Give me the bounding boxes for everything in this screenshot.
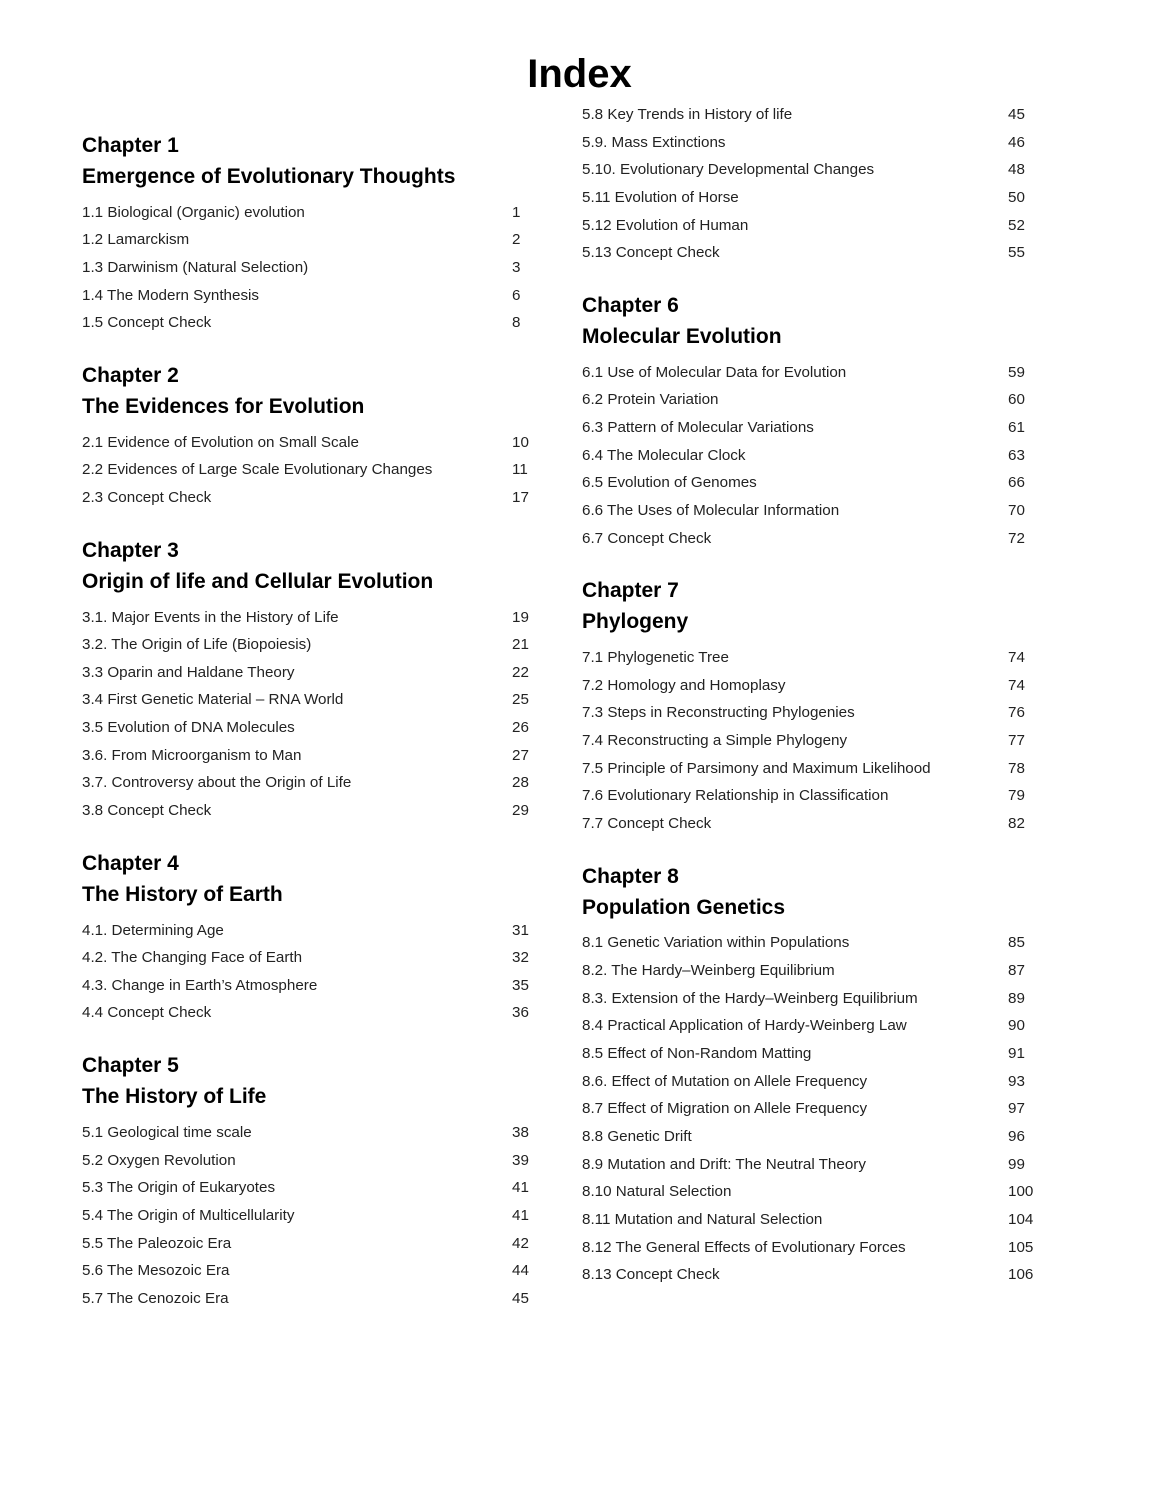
index-entry-page-number: 82 bbox=[1008, 814, 1025, 832]
section-spacer bbox=[582, 552, 1052, 578]
index-entry-label: 8.8 Genetic Drift bbox=[582, 1127, 692, 1145]
index-entry-page-number: 76 bbox=[1008, 704, 1025, 722]
index-entry-label: 7.5 Principle of Parsimony and Maximum Likelihood bbox=[582, 759, 931, 777]
index-entry-page-number: 41 bbox=[512, 1206, 529, 1224]
index-entry-page-number: 45 bbox=[1008, 106, 1025, 123]
index-entry-label: 8.3. Extension of the Hardy–Weinberg Equilibrium bbox=[582, 989, 918, 1007]
index-entry-page-number: 3 bbox=[512, 259, 521, 277]
index-entry-label: 2.3 Concept Check bbox=[82, 489, 212, 507]
index-entry-label: 4.1. Determining Age bbox=[82, 921, 224, 939]
index-entry-label: 7.2 Homology and Homoplasy bbox=[582, 676, 786, 694]
index-entry[interactable] bbox=[582, 672, 1052, 700]
index-entry-page-number: 48 bbox=[1008, 161, 1025, 179]
right-column bbox=[582, 101, 1052, 1312]
chapter-title: Phylogeny bbox=[582, 610, 689, 634]
index-entry-page-number: 66 bbox=[1008, 474, 1025, 492]
index-entry-label: 5.10. Evolutionary Developmental Changes bbox=[582, 161, 875, 179]
index-entry-label: 6.7 Concept Check bbox=[582, 529, 712, 547]
index-entry[interactable] bbox=[582, 525, 1052, 553]
index-entry-page-number: 90 bbox=[1008, 1017, 1025, 1035]
index-entry-label: 8.12 The General Effects of Evolutionary Forces bbox=[582, 1238, 906, 1256]
chapter-title: The Evidences for Evolution bbox=[82, 394, 365, 418]
index-entry[interactable] bbox=[582, 755, 1052, 783]
chapter-number: Chapter 2 bbox=[82, 364, 179, 388]
index-entry[interactable] bbox=[582, 359, 1052, 387]
index-entry-label: 2.1 Evidence of Evolution on Small Scale bbox=[82, 433, 359, 451]
index-entry-page-number: 104 bbox=[1008, 1210, 1034, 1228]
index-entry-label: 6.6 The Uses of Molecular Information bbox=[582, 501, 840, 519]
index-entry-page-number: 11 bbox=[512, 461, 528, 479]
index-entry-label: 3.5 Evolution of DNA Molecules bbox=[82, 719, 295, 737]
index-entry[interactable] bbox=[582, 1206, 1052, 1234]
index-entry-label: 5.13 Concept Check bbox=[582, 244, 720, 262]
chapter-title: Emergence of Evolutionary Thoughts bbox=[82, 164, 456, 188]
index-entry[interactable] bbox=[82, 199, 552, 227]
section-spacer bbox=[82, 1027, 552, 1053]
index-entry[interactable] bbox=[82, 429, 552, 457]
index-entry-page-number: 42 bbox=[512, 1234, 529, 1252]
index-entry-label: 5.2 Oxygen Revolution bbox=[82, 1151, 236, 1169]
index-entry[interactable] bbox=[582, 386, 1052, 414]
index-entry-page-number: 39 bbox=[512, 1151, 529, 1169]
index-entry[interactable] bbox=[582, 1012, 1052, 1040]
chapter-number: Chapter 4 bbox=[82, 851, 179, 875]
index-entry-page-number: 6 bbox=[512, 286, 521, 304]
chapter-block bbox=[82, 1053, 552, 1312]
index-columns bbox=[0, 106, 1159, 1312]
section-spacer bbox=[582, 838, 1052, 864]
index-entry[interactable] bbox=[582, 985, 1052, 1013]
index-entry-page-number: 74 bbox=[1008, 676, 1025, 694]
index-entry[interactable] bbox=[582, 442, 1052, 470]
index-entry[interactable] bbox=[82, 226, 552, 254]
index-entry-label: 1.2 Lamarckism bbox=[82, 231, 190, 249]
index-entry[interactable] bbox=[82, 742, 552, 770]
index-entry-page-number: 77 bbox=[1008, 732, 1025, 749]
index-entry-page-number: 26 bbox=[512, 719, 529, 737]
index-entry-page-number: 44 bbox=[512, 1262, 529, 1280]
index-entry-label: 6.3 Pattern of Molecular Variations bbox=[582, 419, 814, 436]
section-spacer bbox=[82, 337, 552, 363]
index-entry-label: 5.1 Geological time scale bbox=[82, 1123, 252, 1141]
chapter-number: Chapter 7 bbox=[582, 579, 679, 603]
index-entry[interactable] bbox=[582, 1068, 1052, 1096]
index-entry[interactable] bbox=[82, 972, 552, 1000]
section-spacer bbox=[582, 267, 1052, 293]
index-entry-label: 5.5 The Paleozoic Era bbox=[82, 1234, 232, 1252]
index-entry-page-number: 22 bbox=[512, 663, 529, 681]
left-chapter-list bbox=[82, 133, 552, 1312]
chapter-5-continued bbox=[582, 101, 1052, 293]
index-entry-page-number: 17 bbox=[512, 489, 529, 507]
index-entry-label: 5.6 The Mesozoic Era bbox=[82, 1262, 230, 1280]
index-entry-label: 6.1 Use of Molecular Data for Evolution bbox=[582, 363, 847, 381]
chapter-title: Origin of life and Cellular Evolution bbox=[82, 569, 434, 593]
chapter-block bbox=[582, 578, 1052, 837]
chapter-title: The History of Earth bbox=[82, 882, 283, 906]
index-entry[interactable] bbox=[582, 101, 1052, 129]
chapter-block bbox=[82, 538, 552, 825]
index-entry-label: 7.4 Reconstructing a Simple Phylogeny bbox=[582, 732, 848, 749]
right-chapter-list bbox=[582, 293, 1052, 1289]
index-entry-label: 5.4 The Origin of Multicellularity bbox=[82, 1206, 295, 1224]
index-entry-label: 6.4 The Molecular Clock bbox=[582, 446, 746, 464]
index-entry-label: 5.9. Mass Extinctions bbox=[582, 133, 726, 151]
index-entry[interactable] bbox=[582, 727, 1052, 755]
index-entry-label: 1.3 Darwinism (Natural Selection) bbox=[82, 259, 309, 277]
index-entry[interactable] bbox=[82, 1119, 552, 1147]
index-entry[interactable] bbox=[582, 1151, 1052, 1179]
index-entry[interactable] bbox=[82, 456, 552, 484]
chapter-block bbox=[582, 864, 1052, 1289]
index-entry-page-number: 29 bbox=[512, 802, 529, 820]
index-entry-label: 6.2 Protein Variation bbox=[582, 391, 719, 409]
index-entry[interactable] bbox=[82, 254, 552, 282]
index-entry[interactable] bbox=[582, 929, 1052, 957]
index-entry-label: 5.12 Evolution of Human bbox=[582, 216, 749, 234]
index-entry[interactable] bbox=[82, 282, 552, 310]
index-entry[interactable] bbox=[582, 1040, 1052, 1068]
index-entry-page-number: 8 bbox=[512, 314, 521, 332]
index-entry-label: 8.5 Effect of Non-Random Matting bbox=[582, 1045, 812, 1062]
index-entry-page-number: 97 bbox=[1008, 1100, 1025, 1118]
index-entry-label: 5.3 The Origin of Eukaryotes bbox=[82, 1179, 276, 1197]
index-entry[interactable] bbox=[582, 469, 1052, 497]
chapter-block bbox=[82, 133, 552, 337]
index-entry-page-number: 89 bbox=[1008, 989, 1025, 1007]
index-entry-page-number: 31 bbox=[512, 921, 529, 939]
index-entry[interactable] bbox=[582, 1123, 1052, 1151]
index-entry-page-number: 60 bbox=[1008, 391, 1025, 409]
index-entry-page-number: 10 bbox=[512, 433, 529, 451]
index-entry[interactable] bbox=[582, 810, 1052, 838]
index-entry-page-number: 70 bbox=[1008, 501, 1025, 519]
index-entry[interactable] bbox=[582, 699, 1052, 727]
index-entry[interactable] bbox=[82, 797, 552, 825]
chapter-block bbox=[82, 363, 552, 512]
page-title: Index bbox=[527, 52, 632, 96]
index-entry-page-number: 85 bbox=[1008, 934, 1025, 952]
index-entry[interactable] bbox=[582, 644, 1052, 672]
index-entry-label: 5.7 The Cenozoic Era bbox=[82, 1289, 229, 1307]
index-entry-page-number: 99 bbox=[1008, 1155, 1025, 1173]
section-spacer bbox=[82, 825, 552, 851]
index-entry-page-number: 35 bbox=[512, 976, 529, 994]
index-entry-label: 7.1 Phylogenetic Tree bbox=[582, 649, 729, 667]
index-entry-page-number: 46 bbox=[1008, 133, 1025, 151]
index-entry-label: 8.13 Concept Check bbox=[582, 1266, 720, 1284]
index-entry[interactable] bbox=[582, 129, 1052, 157]
index-entry-page-number: 55 bbox=[1008, 244, 1025, 262]
chapter-block bbox=[582, 293, 1052, 552]
index-entry-label: 8.2. The Hardy–Weinberg Equilibrium bbox=[582, 962, 835, 980]
index-entry[interactable] bbox=[82, 1285, 552, 1313]
chapter-number: Chapter 6 bbox=[582, 293, 679, 317]
index-entry-label: 7.3 Steps in Reconstructing Phylogenies bbox=[582, 704, 855, 722]
index-entry[interactable] bbox=[82, 484, 552, 512]
index-entry-label: 8.1 Genetic Variation within Populations bbox=[582, 934, 850, 952]
index-entry-label: 7.6 Evolutionary Relationship in Classification bbox=[582, 787, 889, 805]
index-entry-label: 4.2. The Changing Face of Earth bbox=[82, 949, 303, 967]
index-entry-page-number: 38 bbox=[512, 1123, 529, 1141]
index-entry-page-number: 100 bbox=[1008, 1183, 1034, 1201]
index-entry-label: 8.9 Mutation and Drift: The Neutral Theory bbox=[582, 1155, 866, 1173]
index-entry[interactable] bbox=[582, 1261, 1052, 1289]
index-entry-page-number: 19 bbox=[512, 608, 529, 626]
chapter-number: Chapter 1 bbox=[82, 134, 179, 157]
chapter-number: Chapter 3 bbox=[82, 538, 179, 562]
index-entry-page-number: 63 bbox=[1008, 446, 1025, 464]
index-entry[interactable] bbox=[82, 1174, 552, 1202]
index-entry-label: 8.6. Effect of Mutation on Allele Frequency bbox=[582, 1072, 868, 1090]
chapter-number: Chapter 5 bbox=[82, 1054, 179, 1078]
index-entry-page-number: 78 bbox=[1008, 759, 1025, 777]
index-entry-page-number: 52 bbox=[1008, 216, 1025, 234]
index-entry[interactable] bbox=[82, 309, 552, 337]
left-column bbox=[82, 119, 552, 1312]
index-entry-page-number: 27 bbox=[512, 746, 529, 764]
index-entry-page-number: 1 bbox=[512, 203, 521, 221]
index-entry-page-number: 91 bbox=[1008, 1045, 1025, 1062]
index-entry-label: 4.4 Concept Check bbox=[82, 1004, 212, 1022]
index-entry-label: 1.4 The Modern Synthesis bbox=[82, 286, 260, 304]
index-entry[interactable] bbox=[82, 1257, 552, 1285]
index-entry-label: 3.3 Oparin and Haldane Theory bbox=[82, 663, 295, 681]
chapter-title: Population Genetics bbox=[582, 895, 786, 919]
index-entry[interactable] bbox=[82, 1147, 552, 1175]
index-entry-label: 6.5 Evolution of Genomes bbox=[582, 474, 757, 492]
index-entry[interactable] bbox=[82, 917, 552, 945]
index-entry[interactable] bbox=[82, 1230, 552, 1258]
index-entry[interactable] bbox=[582, 239, 1052, 267]
index-entry-page-number: 50 bbox=[1008, 188, 1025, 206]
index-entry-label: 8.4 Practical Application of Hardy-Weinberg Law bbox=[582, 1017, 907, 1035]
index-entry[interactable] bbox=[582, 1095, 1052, 1123]
index-entry[interactable] bbox=[82, 769, 552, 797]
index-entry-page-number: 25 bbox=[512, 691, 529, 709]
chapter-number: Chapter 8 bbox=[582, 864, 679, 888]
index-entry-label: 3.1. Major Events in the History of Life bbox=[82, 608, 339, 626]
index-entry[interactable] bbox=[82, 944, 552, 972]
index-entry-page-number: 32 bbox=[512, 949, 529, 967]
index-entry-page-number: 93 bbox=[1008, 1072, 1025, 1090]
index-entry-label: 1.5 Concept Check bbox=[82, 314, 212, 332]
index-entry[interactable] bbox=[582, 184, 1052, 212]
index-entry-label: 3.2. The Origin of Life (Biopoiesis) bbox=[82, 636, 312, 654]
index-entry-page-number: 28 bbox=[512, 774, 529, 792]
index-entry-page-number: 41 bbox=[512, 1179, 529, 1197]
chapter-title: Molecular Evolution bbox=[582, 324, 782, 348]
index-entry[interactable] bbox=[582, 957, 1052, 985]
index-entry[interactable] bbox=[582, 1234, 1052, 1262]
index-entry-page-number: 45 bbox=[512, 1289, 529, 1307]
index-entry[interactable] bbox=[82, 631, 552, 659]
index-entry-page-number: 36 bbox=[512, 1004, 529, 1022]
index-entry-page-number: 87 bbox=[1008, 962, 1025, 980]
index-entry-label: 5.8 Key Trends in History of life bbox=[582, 106, 793, 123]
index-entry-label: 3.4 First Genetic Material – RNA World bbox=[82, 691, 344, 709]
index-entry[interactable] bbox=[582, 497, 1052, 525]
index-entry[interactable] bbox=[582, 156, 1052, 184]
chapter-block bbox=[82, 851, 552, 1027]
index-entry-page-number: 74 bbox=[1008, 649, 1025, 667]
index-entry-page-number: 2 bbox=[512, 231, 521, 249]
index-entry[interactable] bbox=[582, 1178, 1052, 1206]
index-entry-label: 8.7 Effect of Migration on Allele Frequency bbox=[582, 1100, 868, 1118]
index-entry-label: 8.10 Natural Selection bbox=[582, 1183, 732, 1201]
index-entry-page-number: 106 bbox=[1008, 1266, 1034, 1284]
section-spacer bbox=[82, 512, 552, 538]
index-entry-page-number: 61 bbox=[1008, 419, 1025, 436]
index-entry-page-number: 79 bbox=[1008, 787, 1025, 805]
index-entry-label: 1.1 Biological (Organic) evolution bbox=[82, 203, 305, 221]
index-entry[interactable] bbox=[582, 782, 1052, 810]
index-entry-label: 3.7. Controversy about the Origin of Life bbox=[82, 774, 352, 792]
chapter-title: The History of Life bbox=[82, 1085, 267, 1108]
index-entry-page-number: 72 bbox=[1008, 529, 1025, 547]
index-entry-label: 2.2 Evidences of Large Scale Evolutionary Changes bbox=[82, 461, 433, 479]
index-entry-page-number: 59 bbox=[1008, 363, 1025, 381]
index-entry-label: 4.3. Change in Earth’s Atmosphere bbox=[82, 976, 318, 994]
index-entry-page-number: 96 bbox=[1008, 1127, 1025, 1145]
index-entry-label: 3.8 Concept Check bbox=[82, 802, 212, 820]
index-entry-label: 5.11 Evolution of Horse bbox=[582, 188, 739, 206]
index-entry-label: 7.7 Concept Check bbox=[582, 814, 712, 832]
index-entry-page-number: 21 bbox=[512, 636, 529, 654]
index-entry[interactable] bbox=[582, 414, 1052, 442]
index-entry-label: 8.11 Mutation and Natural Selection bbox=[582, 1210, 823, 1228]
index-entry[interactable] bbox=[82, 999, 552, 1027]
index-entry[interactable] bbox=[82, 604, 552, 632]
index-entry-label: 3.6. From Microorganism to Man bbox=[82, 746, 302, 764]
index-entry[interactable] bbox=[82, 686, 552, 714]
index-entry[interactable] bbox=[82, 659, 552, 687]
index-entry-page-number: 105 bbox=[1008, 1238, 1034, 1256]
index-entry[interactable] bbox=[582, 212, 1052, 240]
index-entry[interactable] bbox=[82, 1202, 552, 1230]
index-entry[interactable] bbox=[82, 714, 552, 742]
